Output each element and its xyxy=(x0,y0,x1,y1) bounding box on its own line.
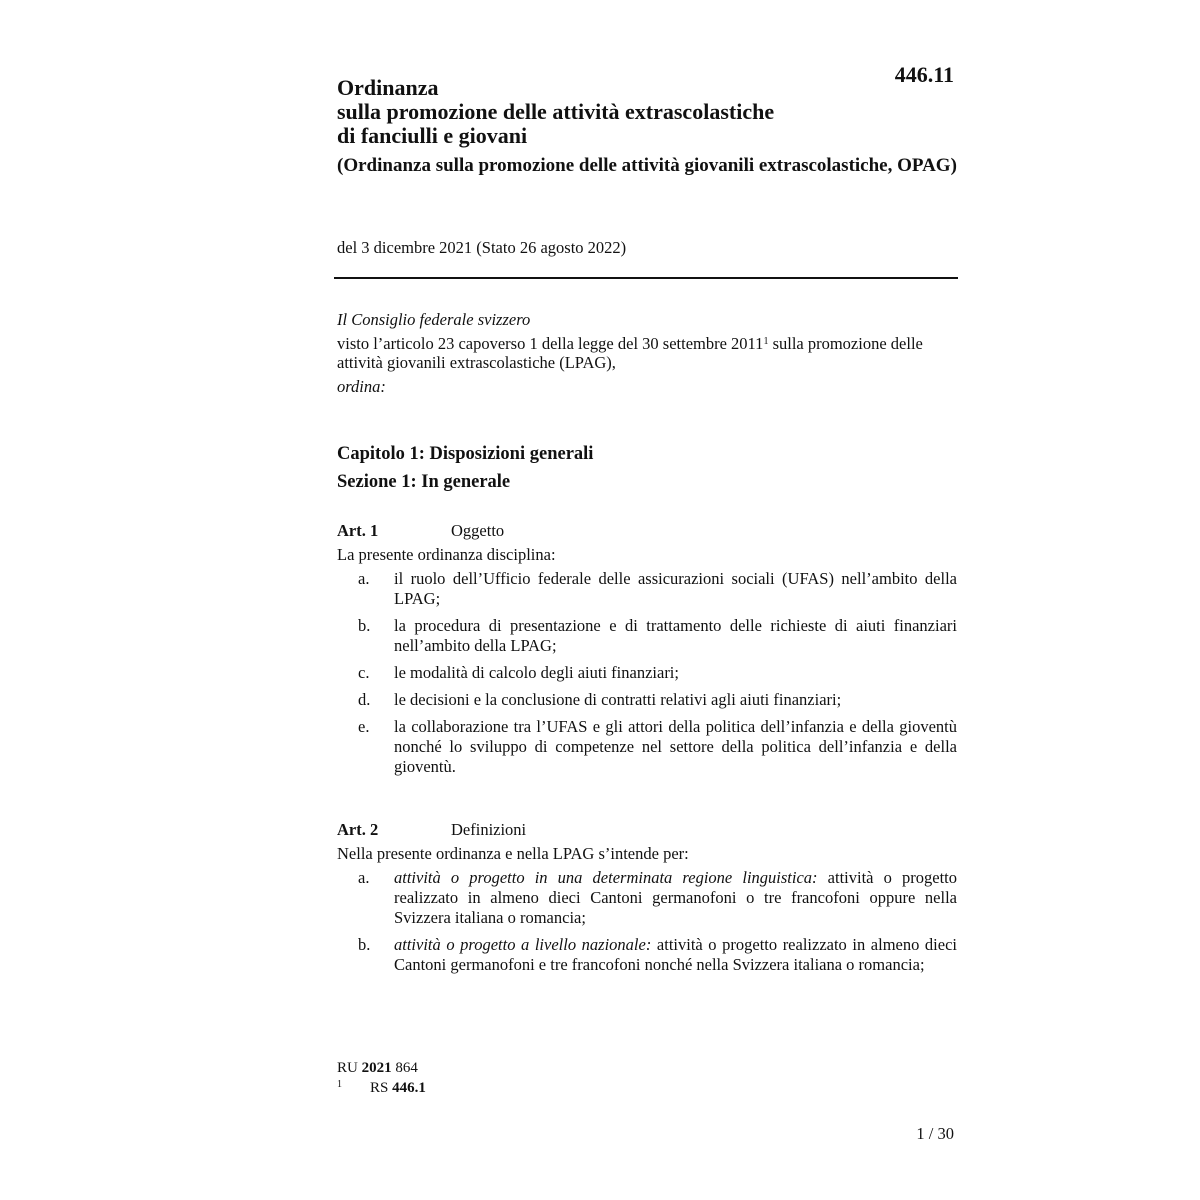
list-item xyxy=(337,868,957,928)
footnote-ref[interactable]: 1 xyxy=(763,336,769,347)
preamble-ordains: ordina: xyxy=(337,377,386,396)
item-text xyxy=(394,935,957,975)
list-item xyxy=(337,569,957,609)
list-item xyxy=(337,616,957,656)
section-heading: Sezione 1: In generale xyxy=(337,472,511,492)
article-2 xyxy=(337,820,957,982)
document-title xyxy=(337,76,957,148)
article-intro: Nella presente ordinanza e nella LPAG s’intende per: xyxy=(337,844,689,863)
ru-year: 2021 xyxy=(361,1060,392,1076)
preamble-basis-text-cont: sulla promozione delle attività giovanili extrascolastiche (LPAG), xyxy=(337,334,923,372)
article-header xyxy=(337,521,957,541)
preamble-basis xyxy=(337,334,957,372)
sr-number: 446.11 xyxy=(894,62,954,87)
item-letter: e. xyxy=(358,717,370,736)
footnote-text xyxy=(370,1078,426,1098)
article-number: Art. 2 xyxy=(337,820,379,839)
definition-text: attività o progetto realizzato in almeno dieci Cantoni germanofoni o tre francofoni oppure nella Svizzera italiana o romancia; xyxy=(394,868,957,927)
article-1 xyxy=(337,521,957,784)
preamble xyxy=(337,310,957,401)
preamble-basis-text: visto l’articolo 23 capoverso 1 della legge del 30 settembre 2011 xyxy=(337,334,764,353)
item-letter: a. xyxy=(358,569,370,588)
page-number: 1 / 30 xyxy=(916,1124,954,1143)
item-letter: b. xyxy=(358,616,371,635)
title-line: di fanciulli e giovani xyxy=(337,123,528,148)
ru-prefix: RU xyxy=(337,1060,362,1076)
item-text: la collaborazione tra l’UFAS e gli attori della politica dell’infanzia e della gioventù nonché lo sviluppo di competenze nel settore della politica dell’infanzia e della gioventù. xyxy=(394,717,957,776)
article-intro: La presente ordinanza disciplina: xyxy=(337,545,556,564)
document-subtitle: (Ordinanza sulla promozione delle attività giovanili extrascolastiche, OPAG) xyxy=(337,155,957,176)
footnote xyxy=(337,1078,426,1098)
page-footer xyxy=(337,1058,426,1098)
item-text: le decisioni e la conclusione di contratti relativi agli aiuti finanziari; xyxy=(394,690,842,709)
article-heading: Oggetto xyxy=(451,521,505,540)
ru-page: 864 xyxy=(391,1060,418,1076)
footnote-mark: 1 xyxy=(337,1079,342,1090)
article-number: Art. 1 xyxy=(337,521,379,540)
chapter-heading: Capitolo 1: Disposizioni generali xyxy=(337,444,594,464)
title-line: Ordinanza xyxy=(337,75,439,100)
item-text: il ruolo dell’Ufficio federale delle assicurazioni sociali (UFAS) nell’ambito della LPAG; xyxy=(394,569,957,608)
ru-reference xyxy=(337,1058,426,1078)
article-items xyxy=(337,868,957,975)
item-text: la procedura di presentazione e di trattamento delle richieste di aiuti finanziari nell’ambito della LPAG; xyxy=(394,616,957,655)
title-divider xyxy=(334,277,958,279)
list-item xyxy=(337,663,957,683)
document-date: del 3 dicembre 2021 (Stato 26 agosto 2022) xyxy=(337,238,627,257)
item-letter: d. xyxy=(358,690,371,709)
item-letter: c. xyxy=(358,663,370,682)
list-item xyxy=(337,717,957,777)
definition-text: attività o progetto realizzato in almeno dieci Cantoni germanofoni e tre francofoni nonché nella Svizzera italiana o romancia; xyxy=(394,935,958,974)
article-header xyxy=(337,820,957,840)
defined-term: attività o progetto in una determinata regione linguistica: xyxy=(394,868,818,887)
article-items xyxy=(337,569,957,777)
item-letter: b. xyxy=(358,935,371,954)
defined-term: attività o progetto a livello nazionale: xyxy=(394,935,652,954)
list-item xyxy=(337,690,957,710)
item-text: le modalità di calcolo degli aiuti finanziari; xyxy=(394,663,679,682)
footnote-ref-number: 446.1 xyxy=(392,1080,426,1096)
footnote-prefix: RS xyxy=(370,1080,393,1096)
item-text xyxy=(394,868,957,928)
title-line: sulla promozione delle attività extrascolastiche xyxy=(337,99,775,124)
item-letter: a. xyxy=(358,868,370,887)
list-item xyxy=(337,935,957,975)
preamble-authority: Il Consiglio federale svizzero xyxy=(337,310,531,329)
article-heading: Definizioni xyxy=(451,820,527,839)
